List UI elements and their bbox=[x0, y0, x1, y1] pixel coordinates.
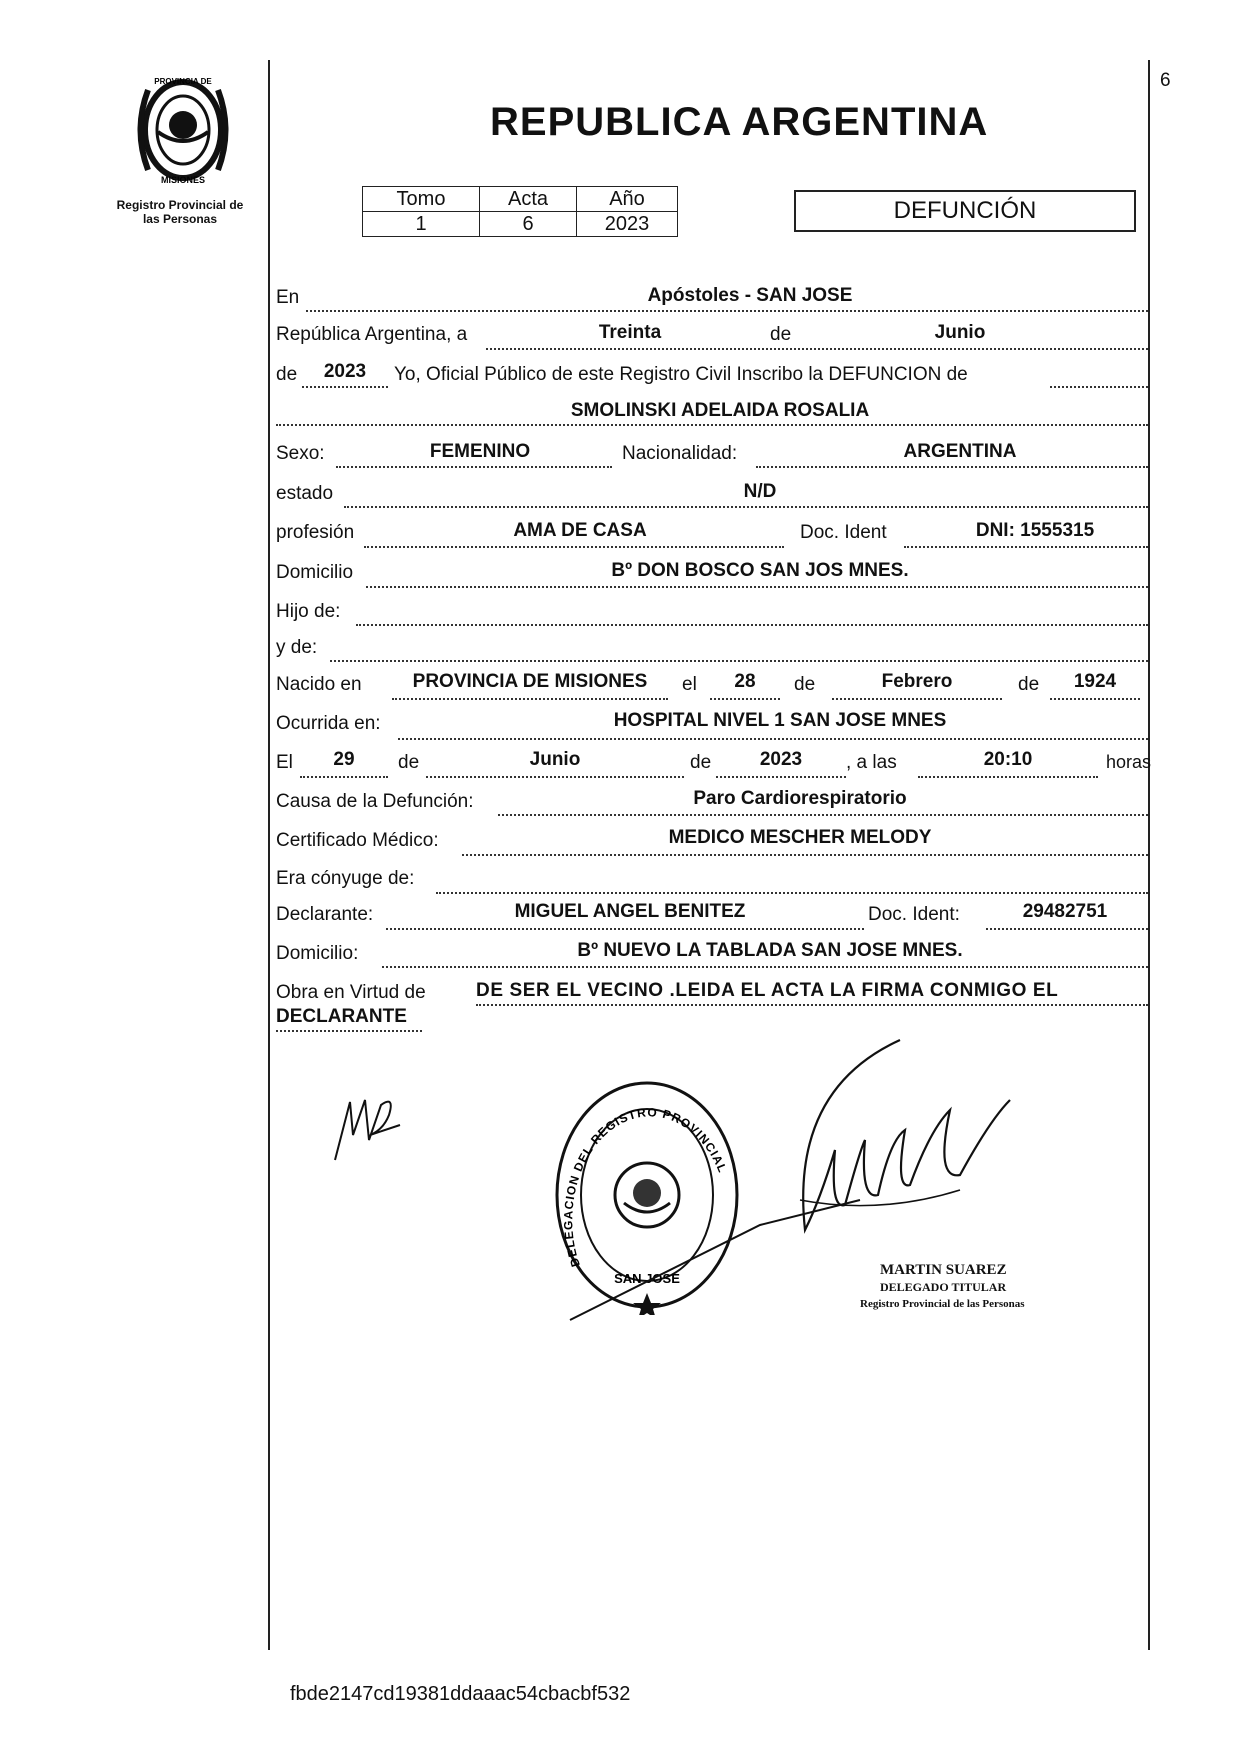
causa-line bbox=[498, 814, 1148, 816]
page-number: 6 bbox=[1160, 70, 1171, 91]
declarante-doc: 29482751 bbox=[1022, 901, 1108, 922]
nacido-de-label-2: de bbox=[1018, 674, 1040, 695]
registry-caption-line2: las Personas bbox=[142, 212, 218, 226]
fallec-anio-line bbox=[716, 776, 846, 778]
y-de-label: y de: bbox=[276, 637, 318, 658]
month: Junio bbox=[934, 322, 986, 343]
obra-text-2: DECLARANTE bbox=[276, 1006, 407, 1027]
fallec-mes: Junio bbox=[529, 749, 581, 770]
official-name: MARTIN SUAREZ bbox=[880, 1262, 1007, 1278]
hora-line bbox=[918, 776, 1098, 778]
ocurrida-line bbox=[398, 738, 1148, 740]
certificado-line bbox=[462, 854, 1148, 856]
horas-label: horas bbox=[1106, 752, 1152, 772]
certificado-value: MEDICO MESCHER MELODY bbox=[668, 827, 932, 848]
intro-line bbox=[1050, 386, 1148, 388]
fallec-anio: 2023 bbox=[759, 749, 803, 770]
obra-line-1 bbox=[476, 1004, 1148, 1006]
domicilio2-line bbox=[382, 966, 1148, 968]
estado-label: estado bbox=[276, 483, 334, 504]
estado-line bbox=[344, 506, 1148, 508]
obra-line-2 bbox=[276, 1030, 422, 1032]
registry-caption bbox=[100, 198, 260, 226]
nacido-de-label-1: de bbox=[794, 674, 816, 695]
seal-text-bottom: MISIONES bbox=[160, 175, 206, 185]
nacionalidad-value: ARGENTINA bbox=[903, 441, 1017, 462]
rep-label: República Argentina, a bbox=[276, 324, 468, 345]
fallec-de-label-2: de bbox=[690, 752, 712, 773]
en-value: Apóstoles - SAN JOSE bbox=[647, 285, 853, 306]
document-hash: fbde2147cd19381ddaaac54cbacbf532 bbox=[290, 1683, 631, 1705]
domicilio2-label: Domicilio: bbox=[276, 943, 359, 964]
day-word: Treinta bbox=[598, 322, 662, 343]
profesion-value: AMA DE CASA bbox=[513, 520, 647, 541]
declarant-signature-icon bbox=[325, 1090, 415, 1170]
tomo-header: Tomo bbox=[363, 187, 480, 212]
nacido-lugar: PROVINCIA DE MISIONES bbox=[412, 671, 648, 692]
deceased-name: SMOLINSKI ADELAIDA ROSALIA bbox=[570, 400, 870, 421]
nacido-anio-line bbox=[1050, 698, 1140, 700]
de-label-2: de bbox=[276, 364, 298, 385]
year: 2023 bbox=[323, 361, 367, 382]
sexo-label: Sexo: bbox=[276, 443, 325, 464]
declarante-label: Declarante: bbox=[276, 904, 374, 925]
ocurrida-value: HOSPITAL NIVEL 1 SAN JOSE MNES bbox=[613, 710, 947, 731]
fallec-dia-line bbox=[300, 776, 388, 778]
name-line bbox=[276, 424, 1148, 426]
tomo-value: 1 bbox=[363, 212, 480, 237]
y-de-line bbox=[330, 660, 1148, 662]
seal-text-top: PROVINCIA DE bbox=[154, 77, 212, 86]
doc-label: Doc. Ident bbox=[800, 522, 887, 543]
fallec-mes-line bbox=[426, 776, 684, 778]
declarante-value: MIGUEL ANGEL BENITEZ bbox=[514, 901, 746, 922]
acta-value: 6 bbox=[480, 212, 577, 237]
doc-ident-label: Doc. Ident: bbox=[868, 904, 960, 925]
profesion-line bbox=[364, 546, 784, 548]
acta-header: Acta bbox=[480, 187, 577, 212]
domicilio2-value: Bº NUEVO LA TABLADA SAN JOSE MNES. bbox=[577, 940, 963, 961]
nacido-dia-line bbox=[710, 698, 780, 700]
right-margin-line bbox=[1148, 60, 1150, 1650]
left-margin-line bbox=[268, 60, 270, 1650]
sexo-value: FEMENINO bbox=[429, 441, 531, 462]
page-title: REPUBLICA ARGENTINA bbox=[490, 100, 989, 144]
obra-label: Obra en Virtud de bbox=[276, 982, 426, 1003]
stamp-ring-text: DELEGACION DEL REGISTRO PROVINCIAL bbox=[561, 1105, 730, 1269]
official-org: Registro Provincial de las Personas bbox=[860, 1298, 1025, 1310]
domicilio-label: Domicilio bbox=[276, 562, 354, 583]
causa-value: Paro Cardiorespiratorio bbox=[693, 788, 907, 809]
conyuge-line bbox=[436, 892, 1148, 894]
nacionalidad-line bbox=[756, 466, 1148, 468]
fallec-dia: 29 bbox=[333, 749, 355, 770]
nacido-el-label: el bbox=[682, 674, 697, 695]
nacionalidad-label: Nacionalidad: bbox=[622, 443, 738, 464]
declarante-line bbox=[386, 928, 864, 930]
obra-text-1: DE SER EL VECINO .LEIDA EL ACTA LA FIRMA CONMIGO EL bbox=[476, 980, 1059, 1001]
fallec-de-label-1: de bbox=[398, 752, 420, 773]
en-line bbox=[306, 310, 1148, 312]
nacido-dia: 28 bbox=[734, 671, 756, 692]
record-id-table bbox=[362, 186, 678, 237]
a-las-label: , a las bbox=[846, 752, 897, 773]
record-type-box: DEFUNCIÓN bbox=[794, 190, 1136, 232]
registry-caption-line1: Registro Provincial de bbox=[116, 198, 244, 212]
registry-seal-icon bbox=[128, 70, 238, 190]
nacido-anio: 1924 bbox=[1073, 671, 1117, 692]
anio-value: 2023 bbox=[577, 212, 678, 237]
declarante-doc-line bbox=[986, 928, 1148, 930]
doc-value: DNI: 1555315 bbox=[975, 520, 1095, 541]
domicilio-value: Bº DON BOSCO SAN JOS MNES. bbox=[611, 560, 909, 581]
domicilio-line bbox=[366, 586, 1148, 588]
causa-label: Causa de la Defunción: bbox=[276, 791, 474, 812]
nacido-lugar-line bbox=[392, 698, 668, 700]
hijo-label: Hijo de: bbox=[276, 601, 341, 622]
doc-line bbox=[904, 546, 1148, 548]
stamp-bottom-text: SAN JOSE bbox=[614, 1271, 680, 1286]
official-name-block bbox=[860, 1262, 1025, 1313]
rep-line bbox=[486, 348, 1148, 350]
official-title: DELEGADO TITULAR bbox=[880, 1280, 1007, 1294]
nacido-label: Nacido en bbox=[276, 674, 362, 695]
nacido-mes: Febrero bbox=[881, 671, 953, 692]
hora-value: 20:10 bbox=[983, 749, 1033, 770]
profesion-label: profesión bbox=[276, 522, 355, 543]
hijo-line bbox=[356, 624, 1148, 626]
estado-value: N/D bbox=[743, 481, 777, 502]
el-label: El bbox=[276, 752, 293, 773]
en-label: En bbox=[276, 287, 300, 308]
nacido-mes-line bbox=[832, 698, 1002, 700]
sexo-line bbox=[336, 466, 612, 468]
certificado-label: Certificado Médico: bbox=[276, 830, 439, 851]
year-line bbox=[302, 386, 388, 388]
intro-text: Yo, Oficial Público de este Registro Civil Inscribo la DEFUNCION de bbox=[394, 364, 968, 385]
ocurrida-label: Ocurrida en: bbox=[276, 713, 381, 734]
de-label-1: de bbox=[770, 324, 792, 345]
conyuge-label: Era cónyuge de: bbox=[276, 868, 415, 889]
anio-header: Año bbox=[577, 187, 678, 212]
